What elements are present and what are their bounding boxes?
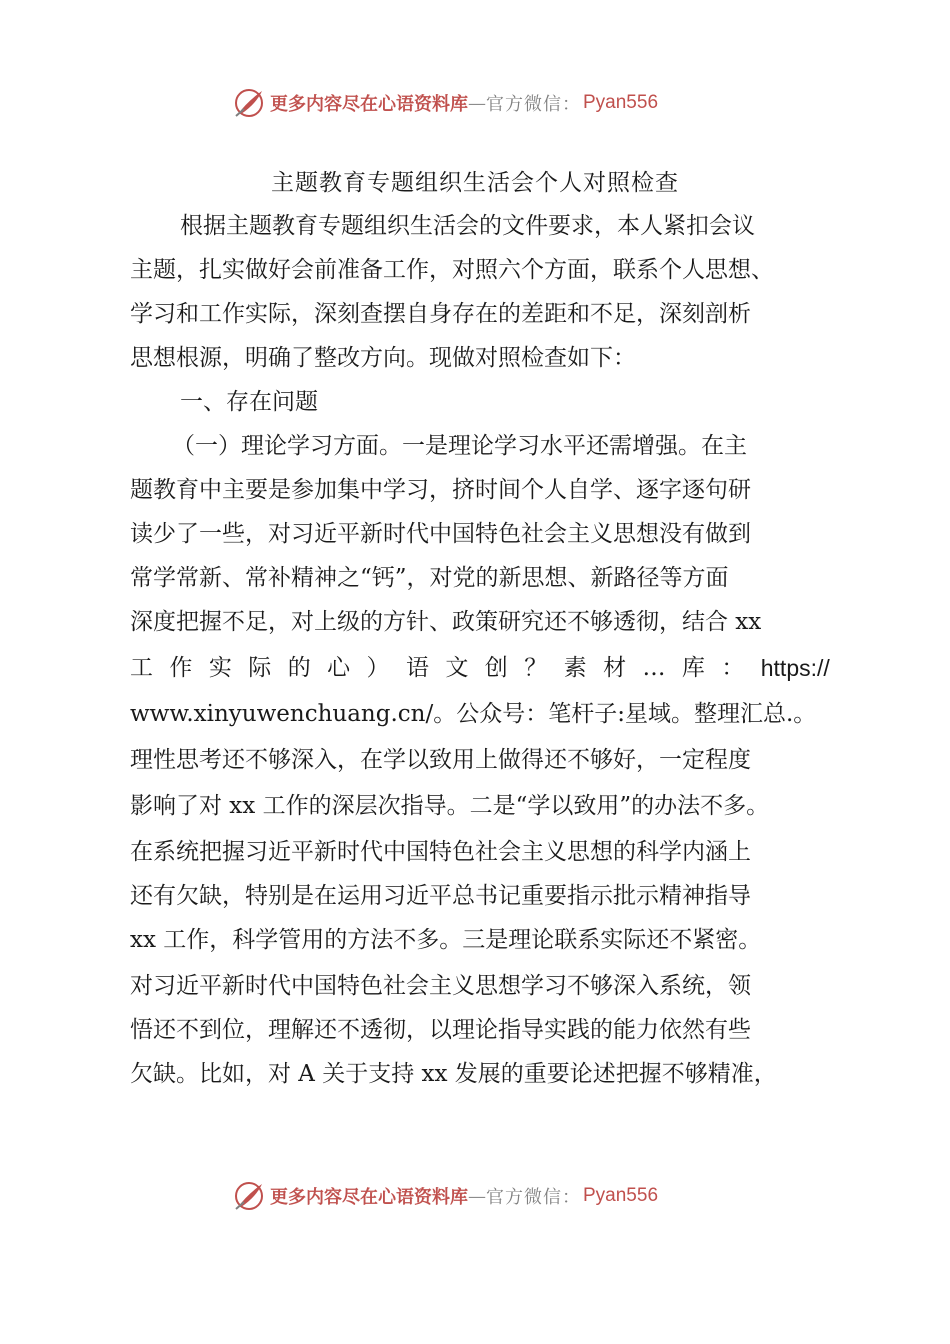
body-line: 题教育中主要是参加集中学习，挤时间个人自学、逐字逐句研	[130, 477, 751, 503]
spread-line: 工 作 实 际 的 心 ） 语 文 创 ？ 素 材 … 库 ： https://	[130, 655, 830, 681]
library-text: 更多内容尽在心语资料库	[270, 1187, 468, 1208]
body-line: （一）理论学习方面。一是理论学习水平还需增强。在主	[172, 433, 747, 459]
banner-dash: —	[468, 1185, 486, 1207]
url-link[interactable]: https://	[760, 655, 830, 681]
body-line: 学习和工作实际，深刻查摆自身存在的差距和不足，深刻剖析	[130, 301, 751, 327]
body-line: 根据主题教育专题组织生活会的文件要求，本人紧扣会议	[180, 213, 755, 239]
footer-banner	[232, 1178, 732, 1214]
header-banner	[232, 85, 732, 121]
wechat-id: Pyan556	[583, 92, 659, 113]
body-line: 悟还不到位，理解还不透彻，以理论指导实践的能力依然有些	[130, 1017, 751, 1043]
body-line: xx 工作，科学管用的方法不多。三是理论联系实际还不紧密。	[130, 927, 762, 953]
body-line: 常学常新、常补精神之“钙”，对党的新思想、新路径等方面	[130, 565, 729, 591]
wechat-id: Pyan556	[583, 1185, 659, 1206]
wechat-label: 官方微信：	[486, 94, 581, 115]
body-line: 影响了对 xx 工作的深层次指导。二是“学以致用”的办法不多。	[130, 793, 770, 819]
body-line: 深度把握不足，对上级的方针、政策研究还不够透彻，结合 xx	[130, 609, 762, 635]
body-line: www.xinyuwenchuang.cn/。公众号：笔杆子:星域。整理汇总.。	[130, 701, 817, 727]
banner-dash: —	[468, 92, 486, 114]
body-line: 理性思考还不够深入，在学以致用上做得还不够好，一定程度	[130, 747, 751, 773]
body-line: 对习近平新时代中国特色社会主义思想学习不够深入系统，领	[130, 973, 751, 999]
quill-pen-logo-icon	[232, 86, 266, 120]
section-heading: 一、存在问题	[180, 389, 318, 415]
body-line: 主题，扎实做好会前准备工作，对照六个方面，联系个人思想、	[130, 257, 774, 283]
body-line: 还有欠缺，特别是在运用习近平总书记重要指示批示精神指导	[130, 883, 751, 909]
library-text: 更多内容尽在心语资料库	[270, 94, 468, 115]
body-line: 思想根源，明确了整改方向。现做对照检查如下：	[130, 345, 636, 371]
body-line: 欠缺。比如，对 A 关于支持 xx 发展的重要论述把握不够精准，	[130, 1061, 777, 1087]
wechat-label: 官方微信：	[486, 1187, 581, 1208]
page-title: 主题教育专题组织生活会个人对照检查	[271, 170, 679, 196]
quill-pen-logo-icon	[232, 1179, 266, 1213]
body-line: 在系统把握习近平新时代中国特色社会主义思想的科学内涵上	[130, 839, 751, 865]
body-line: 读少了一些，对习近平新时代中国特色社会主义思想没有做到	[130, 521, 751, 547]
